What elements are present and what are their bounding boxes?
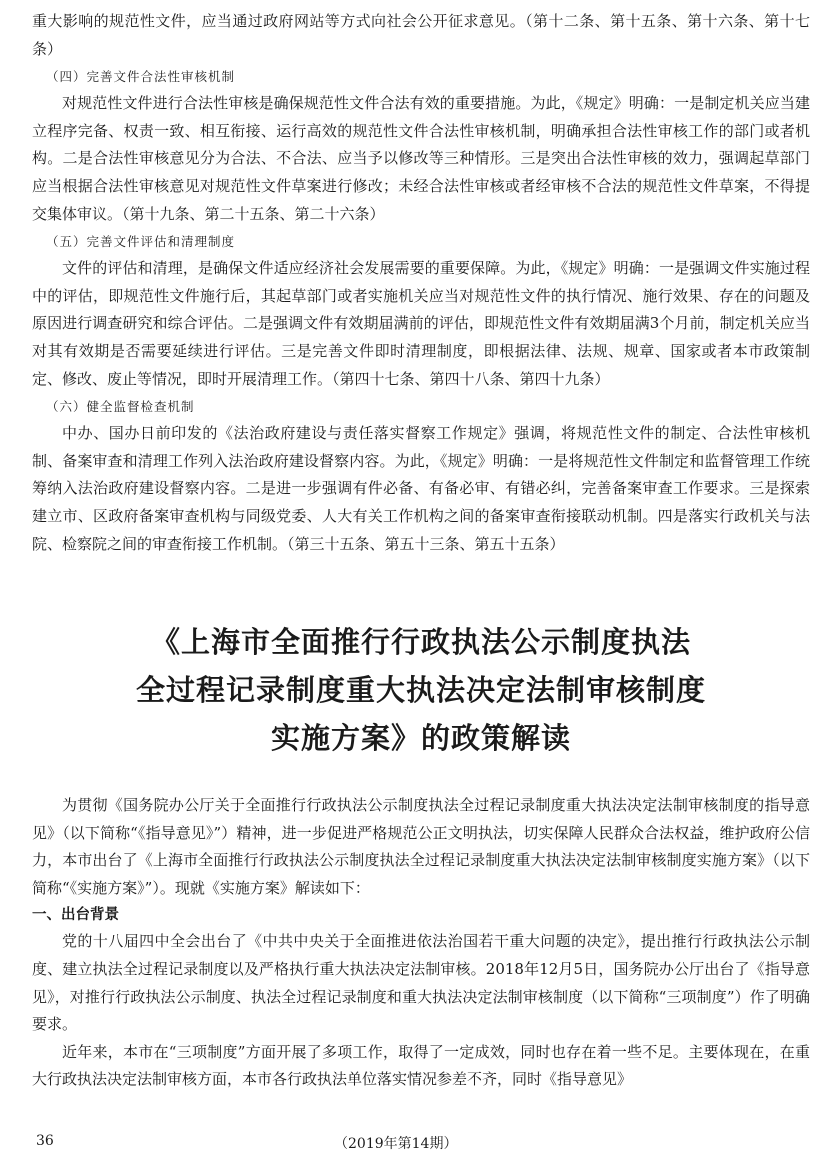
section-heading: （四）完善文件合法性审核机制 (46, 69, 236, 85)
title-line: 《上海市全面推行行政执法公示制度执法 (150, 625, 691, 660)
section-five (32, 228, 810, 393)
background-paragraph: 党的十八届四中全会出台了《中共中央关于全面推进依法治国若干重大问题的决定》，提出推行行政执法公示制度、建立执法全过程记录制度以及严格执行重大执法决定法制审核。2018年12月5日，国务院办公厅出台了《指导意见》，对推行行政执法公示制度、执法全过程记录制度和重大执法决定法制审核制度（以下简称“三项制度”）作了明确要求。 (32, 932, 810, 1034)
section-six (32, 393, 810, 558)
section-four (32, 63, 810, 228)
continued-paragraph: 重大影响的规范性文件，应当通过政府网站等方式向社会公开征求意见。（第十二条、第十五条、第十六条、第十七条） (32, 12, 810, 58)
page-footer (0, 1133, 827, 1157)
page-number: 36 (36, 1133, 54, 1149)
section-body: 文件的评估和清理，是确保文件适应经济社会发展需要的重要保障。为此，《规定》明确：一是强调文件实施过程中的评估，即规范性文件施行后，其起草部门或者实施机关应当对规范性文件的执行情况、施行效果、存在的问题及原因进行调查研究和综合评估。二是强调文件有效期届满前的评估，即规范性文件有效期届满3个月前，制定机关应当对其有效期是否需要延续进行评估。三是完善文件即时清理制度，即根据法律、法规、规章、国家或者本市政策制定、修改、废止等情况，即时开展清理工作。（第四十七条、第四十八条、第四十九条） (32, 259, 810, 388)
background-paragraph: 近年来，本市在“三项制度”方面开展了多项工作，取得了一定成效，同时也存在着一些不足。主要体现在，在重大行政执法决定法制审核方面，本市各行政执法单位落实情况参差不齐，同时《指导意见》 (32, 1042, 810, 1089)
section-heading: （五）完善文件评估和清理制度 (46, 234, 236, 250)
article-intro: 为贯彻《国务院办公厅关于全面推行行政执法公示制度执法全过程记录制度重大执法决定法制审核制度的指导意见》（以下简称“《指导意见》”）精神，进一步促进严格规范公正文明执法，切实保障人民群众合法权益，维护政府公信力，本市出台了《上海市全面推行行政执法公示制度执法全过程记录制度重大执法决定法制审核制度实施方案》（以下简称“《实施方案》”）。现就《实施方案》解读如下： (32, 796, 810, 897)
section-heading: （六）健全监督检查机制 (46, 399, 195, 415)
article-title (32, 618, 810, 762)
background-heading: 一、出台背景 (32, 907, 119, 924)
issue-label: （2019年第14期） (334, 1136, 458, 1152)
section-body: 中办、国办日前印发的《法治政府建设与责任落实督察工作规定》强调，将规范性文件的制定、合法性审核机制、备案审查和清理工作列入法治政府建设督察内容。为此，《规定》明确：一是将规范性文件制定和监督管理工作统筹纳入法治政府建设督察内容。二是进一步强调有件必备、有备必审、有错必纠，完善备案审查工作要求。三是探索建立市、区政府备案审查机构与同级党委、人大有关工作机构之间的备案审查衔接联动机制。四是落实行政机关与法院、检察院之间的审查衔接工作机制。（第三十五条、第五十三条、第五十五条） (32, 424, 810, 553)
section-body: 对规范性文件进行合法性审核是确保规范性文件合法有效的重要措施。为此，《规定》明确：一是制定机关应当建立程序完备、权责一致、相互衔接、运行高效的规范性文件合法性审核机制，明确承担合法性审核工作的部门或者机构。二是合法性审核意见分为合法、不合法、应当予以修改等三种情形。三是突出合法性审核的效力，强调起草部门应当根据合法性审核意见对规范性文件草案进行修改；未经合法性审核或者经审核不合法的规范性文件草案，不得提交集体审议。（第十九条、第二十五条、第二十六条） (32, 94, 810, 223)
title-line: 全过程记录制度重大执法决定法制审核制度 (135, 673, 706, 708)
document-page (32, 8, 810, 1094)
title-line: 实施方案》的政策解读 (270, 721, 571, 756)
